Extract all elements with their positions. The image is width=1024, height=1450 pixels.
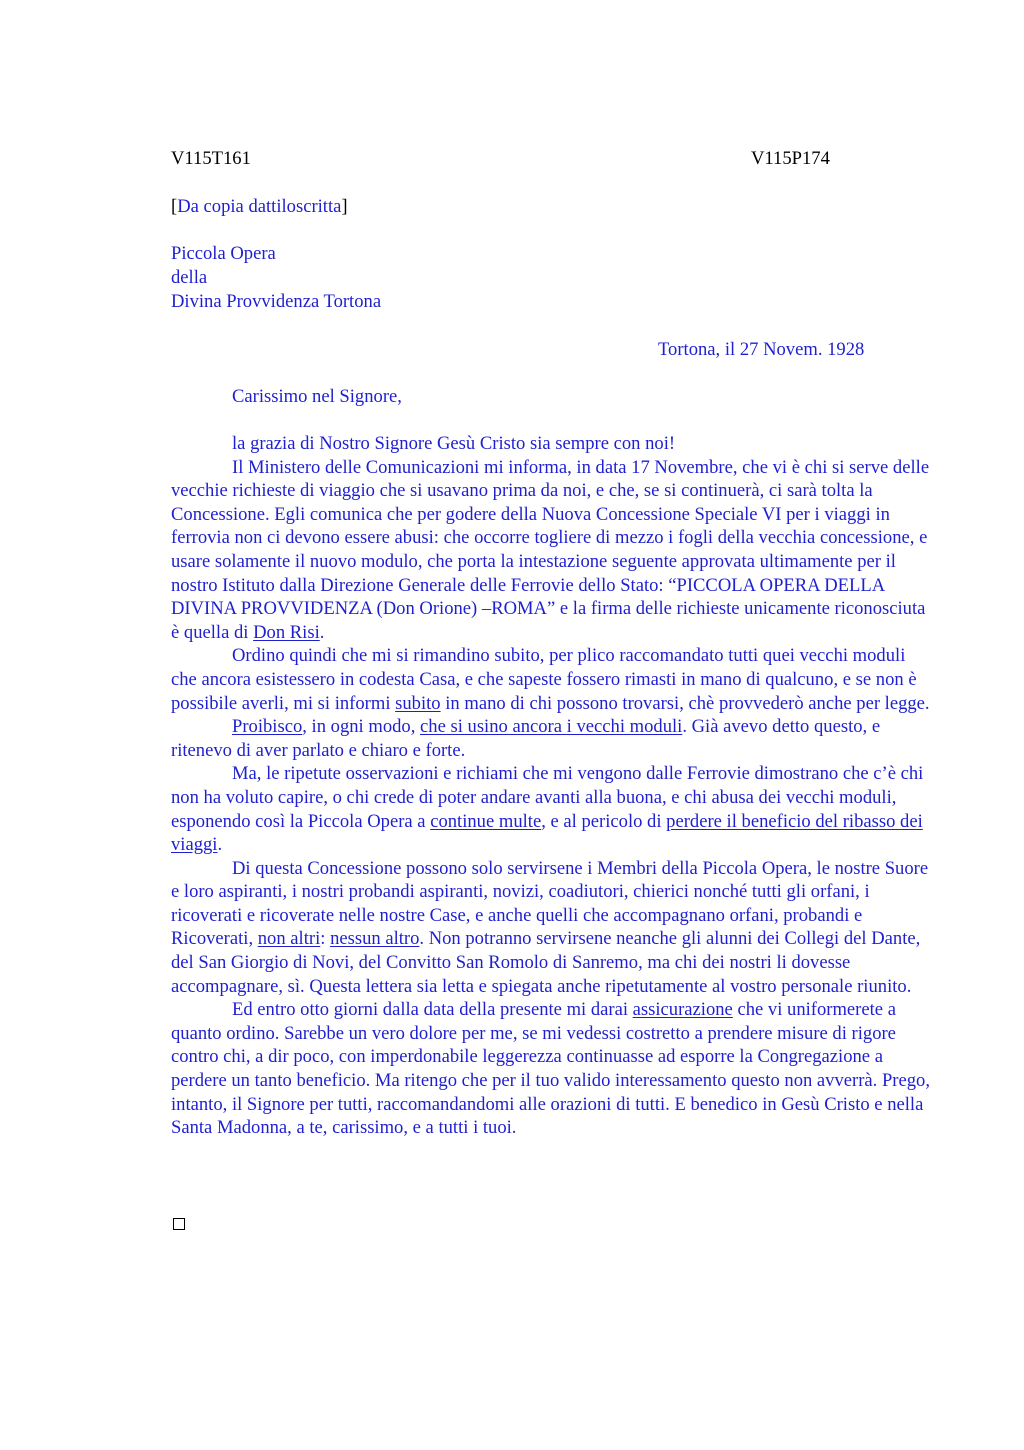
source-bracket-open: [ (171, 196, 178, 217)
paragraph-1 (171, 432, 931, 456)
underlined-non-altri: non altri (257, 928, 321, 950)
underlined-proibisco: Proibisco (232, 716, 303, 738)
paragraph-1-text: la grazia di Nostro Signore Gesù Cristo sia sempre con noi! (232, 433, 676, 454)
salutation: Carissimo nel Signore, (232, 386, 402, 407)
paragraph-7 (171, 998, 931, 1140)
paragraph-5 (171, 762, 931, 856)
paragraph-6-text-c: . Non potranno servirsene neanche gli alunni dei Collegi del Dante, del San Giorgio di Novi, del Convitto San Romolo di Sanremo, ma chi dei nostri li dovesse accompagnare, sì. Questa lettera sia letta e spiegata anche ripetutamente al vostro personale riunito. (171, 928, 921, 997)
header-right-code: V115P174 (751, 148, 830, 169)
paragraph-3 (171, 644, 931, 715)
sender-line-2: della (171, 267, 208, 288)
underlined-continue-multe: continue multe (430, 810, 542, 832)
source-bracket-close: ] (341, 196, 348, 217)
paragraph-5-end: . (217, 834, 223, 856)
paragraph-7-text-a: Ed entro otto giorni dalla data della presente mi darai (232, 999, 633, 1021)
underlined-don-risi: Don Risi (253, 621, 320, 643)
date-line: Tortona, il 27 Novem. 1928 (658, 339, 865, 360)
underlined-subito: subito (395, 692, 441, 714)
underlined-vecchi-moduli: che si usino ancora i vecchi moduli (420, 716, 683, 738)
paragraph-3-text-b: in mano di chi possono trovarsi, chè provvederò anche per legge. (440, 692, 930, 714)
paragraph-6 (171, 857, 931, 999)
paragraph-4-text-a: , in ogni modo, (302, 716, 421, 738)
paragraph-4-text-b: . Già avevo detto questo, e ritenevo di aver parlato e chiaro e forte. (171, 716, 881, 761)
paragraph-7-text-b: che vi uniformerete a quanto ordino. Sarebbe un vero dolore per me, se mi vedessi costretto a prendere misure di rigore contro chi, a dir poco, con imperdonabile leggerezza continuasse ad esporre la Congregazione a perdere un tanto beneficio. Ma ritengo che per il tuo valido interessamento questo non avverrà. Prego, intanto, il Signore per tutti, raccomandandomi alle orazioni di tutti. E benedico in Gesù Cristo e nella Santa Madonna, a te, carissimo, e a tutti i tuoi. (171, 999, 930, 1139)
paragraph-5-text-a: Ma, le ripetute osservazioni e richiami che mi vengono dalle Ferrovie dimostrano che c’è chi non ha voluto capire, o chi crede di poter andare avanti alla buona, e chi abusa dei vecchi moduli, esponendo così la Piccola Opera a (171, 763, 924, 832)
header-left-code: V115T161 (171, 148, 251, 169)
source-note (171, 195, 348, 219)
underlined-perdere-beneficio: perdere il beneficio del ribasso dei viaggi (171, 810, 923, 856)
source-text: Da copia dattiloscritta (177, 196, 342, 217)
paragraph-2 (171, 456, 931, 645)
paragraph-5-text-b: , e al pericolo di (541, 810, 667, 832)
paragraph-6-text-b: : (320, 928, 331, 950)
end-square-icon (173, 1218, 185, 1230)
paragraph-6-text-a: Di questa Concessione possono solo servirsene i Membri della Piccola Opera, le nostre Suore e loro aspiranti, i nostri probandi aspiranti, novizi, coadiutori, chierici nonché tutti gli orfani, i ricoverati e ricoverate nelle nostre Case, e anche quelli che accompagnano orfani, probandi e Ricoverati, (171, 857, 929, 950)
sender-line-3: Divina Provvidenza Tortona (171, 291, 382, 312)
paragraph-2-text: Il Ministero delle Comunicazioni mi informa, in data 17 Novembre, che vi è chi si serve delle vecchie richieste di viaggio che si usavano prima da noi, e che, se si continuerà, ci sarà tolta la Concessione. Egli comunica che per godere della Nuova Concessione Speciale VI per i viaggi in ferrovia non ci devono essere abusi: che occorre togliere di mezzo i fogli della vecchia concessione, e usare solamente il nuovo modulo, che porta la intestazione seguente approvata ultimamente per il nostro Istituto dalla Direzione Generale delle Ferrovie dello Stato: “PICCOLA OPERA DELLA DIVINA PROVVIDENZA (Don Orione) –ROMA” e la firma delle richieste unicamente riconosciuta è quella di (171, 456, 930, 643)
sender-line-1: Piccola Opera (171, 243, 276, 264)
paragraph-2-end: . (319, 621, 325, 643)
paragraph-3-text-a: Ordino quindi che mi si rimandino subito, per plico raccomandato tutti quei vecchi moduli che ancora esistessero in codesta Casa, e che sapeste fossero rimasti in mano di qualcuno, e se non è possibile averli, mi si informi (171, 645, 917, 714)
underlined-nessun-altro: nessun altro (330, 928, 420, 950)
paragraph-4 (171, 715, 931, 762)
letter-body (171, 432, 931, 1140)
underlined-assicurazione: assicurazione (632, 999, 733, 1021)
